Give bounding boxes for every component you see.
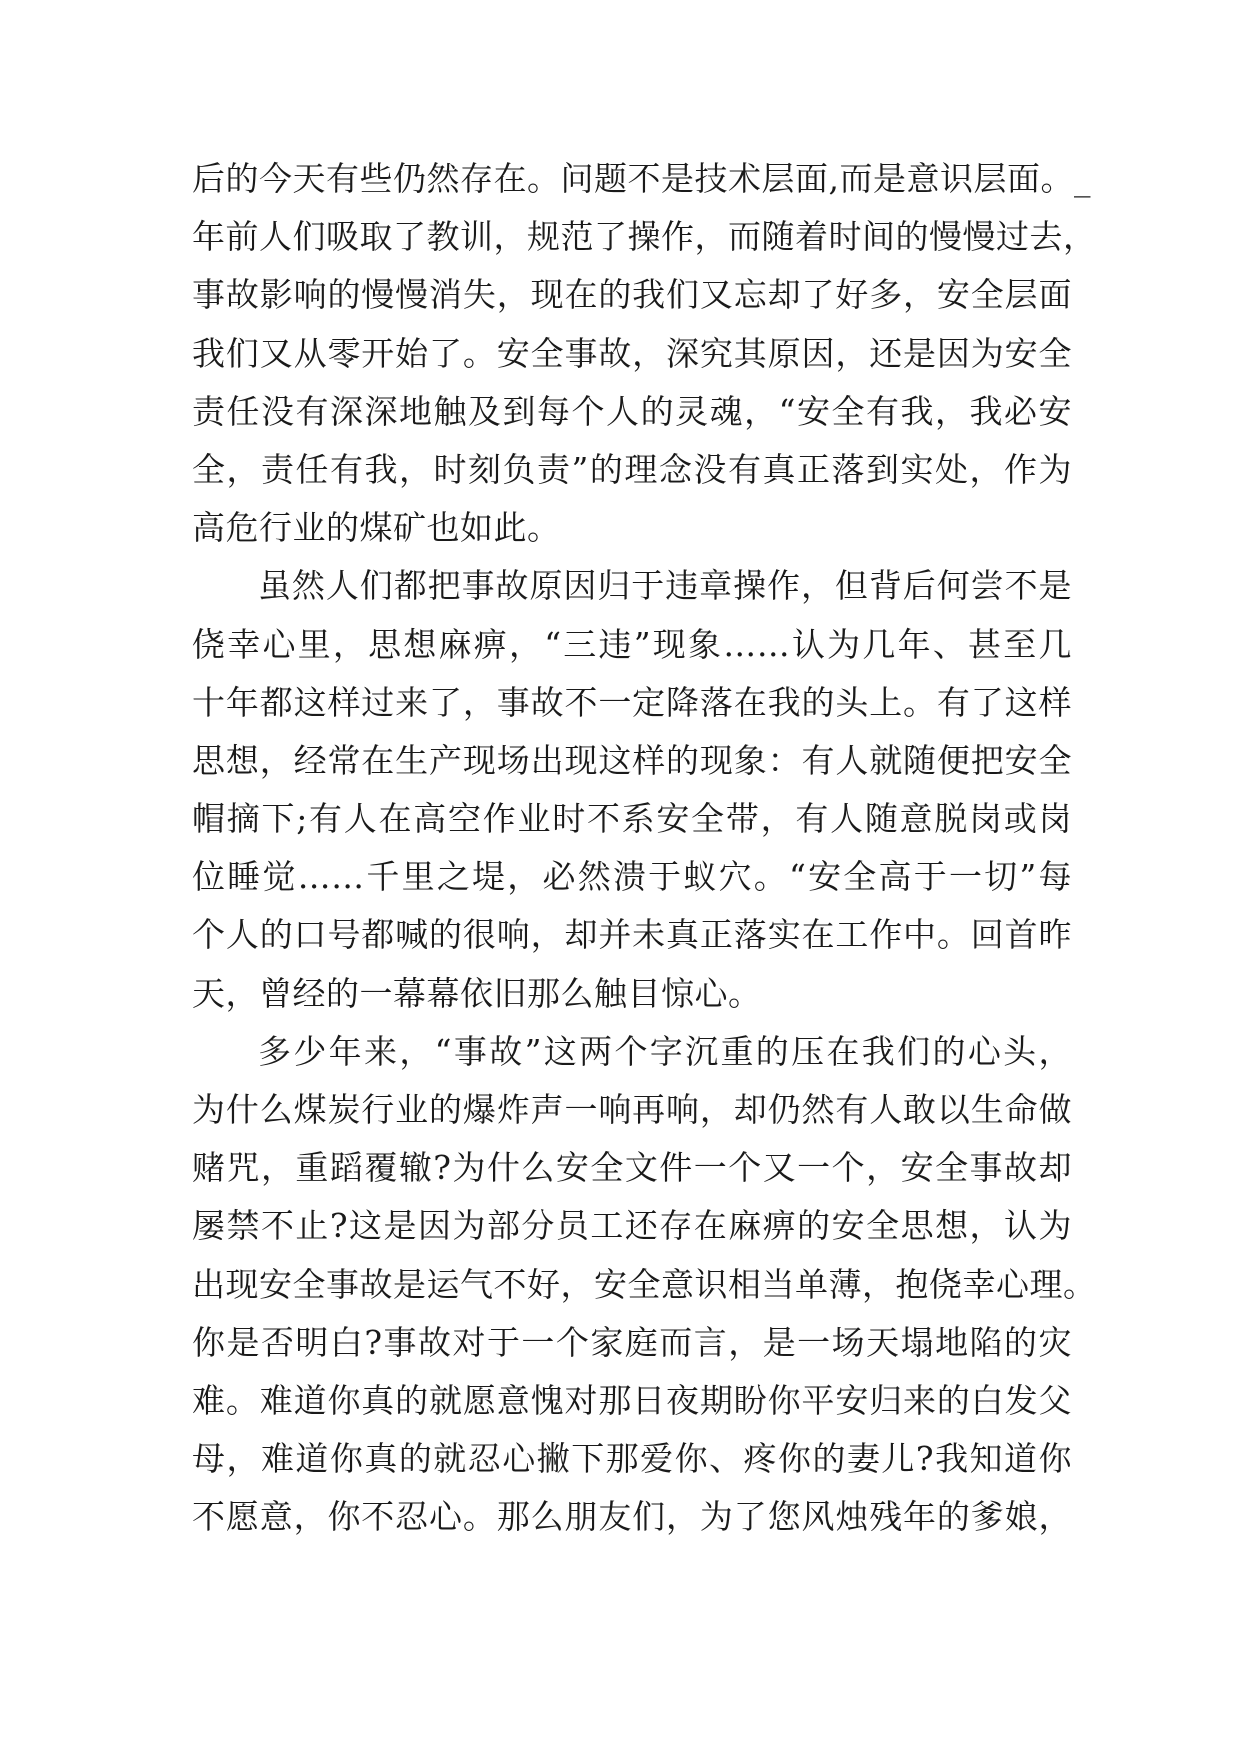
text-line: 我们又从零开始了。安全事故，深究其原因，还是因为安全 bbox=[192, 333, 1072, 373]
paragraph bbox=[192, 150, 1097, 557]
text-line: 事故影响的慢慢消失，现在的我们又忘却了好多，安全层面 bbox=[192, 275, 1072, 315]
text-line: 赌咒，重蹈覆辙?为什么安全文件一个又一个，安全事故却 bbox=[192, 1148, 1072, 1188]
text-line: 高危行业的煤矿也如此。 bbox=[192, 508, 561, 548]
text-line: 多少年来，“事故”这两个字沉重的压在我们的心头， bbox=[258, 1031, 1072, 1071]
text-line: 责任没有深深地触及到每个人的灵魂，“安全有我，我必安 bbox=[192, 391, 1072, 431]
text-line: 为什么煤炭行业的爆炸声一响再响，却仍然有人敢以生命做 bbox=[192, 1090, 1072, 1129]
text-line: 虽然人们都把事故原因归于违章操作，但背后何尝不是 bbox=[258, 566, 1072, 606]
text-line: 母，难道你真的就忍心撇下那爱你、疼你的妻儿?我知道你 bbox=[192, 1439, 1072, 1479]
text-line: 年前人们吸取了教训，规范了操作，而随着时间的慢慢过去， bbox=[192, 217, 1097, 257]
text-line: 位睡觉……千里之堤，必然溃于蚁穴。“安全高于一切”每 bbox=[192, 857, 1072, 897]
text-line: 帽摘下;有人在高空作业时不系安全带，有人随意脱岗或岗 bbox=[192, 799, 1072, 839]
body-text bbox=[192, 150, 1097, 1547]
text-line: 你是否明白?事故对于一个家庭而言，是一场天塌地陷的灾 bbox=[192, 1322, 1072, 1362]
text-line: 思想，经常在生产现场出现这样的现象：有人就随便把安全 bbox=[192, 740, 1072, 780]
text-line: 十年都这样过来了，事故不一定降落在我的头上。有了这样 bbox=[192, 682, 1072, 722]
text-line: 不愿意，你不忍心。那么朋友们，为了您风烛残年的爹娘， bbox=[192, 1497, 1072, 1537]
text-line: 侥幸心里，思想麻痹，“三违”现象……认为几年、甚至几 bbox=[192, 624, 1072, 664]
text-line: 全，责任有我，时刻负责”的理念没有真正落到实处，作为 bbox=[192, 449, 1072, 489]
paragraph bbox=[192, 557, 1072, 1023]
text-line: 屡禁不止?这是因为部分员工还存在麻痹的安全思想，认为 bbox=[192, 1206, 1072, 1246]
text-line: 后的今天有些仍然存在。问题不是技术层面,而是意识层面。_ bbox=[192, 159, 1091, 198]
text-line: 难。难道你真的就愿意愧对那日夜期盼你平安归来的白发父 bbox=[192, 1380, 1072, 1420]
text-line: 出现安全事故是运气不好，安全意识相当单薄，抱侥幸心理。 bbox=[192, 1264, 1097, 1304]
text-line: 个人的口号都喊的很响，却并未真正落实在工作中。回首昨 bbox=[192, 915, 1072, 955]
paragraph bbox=[192, 1023, 1097, 1547]
text-line: 天，曾经的一幕幕依旧那么触目惊心。 bbox=[192, 973, 762, 1013]
